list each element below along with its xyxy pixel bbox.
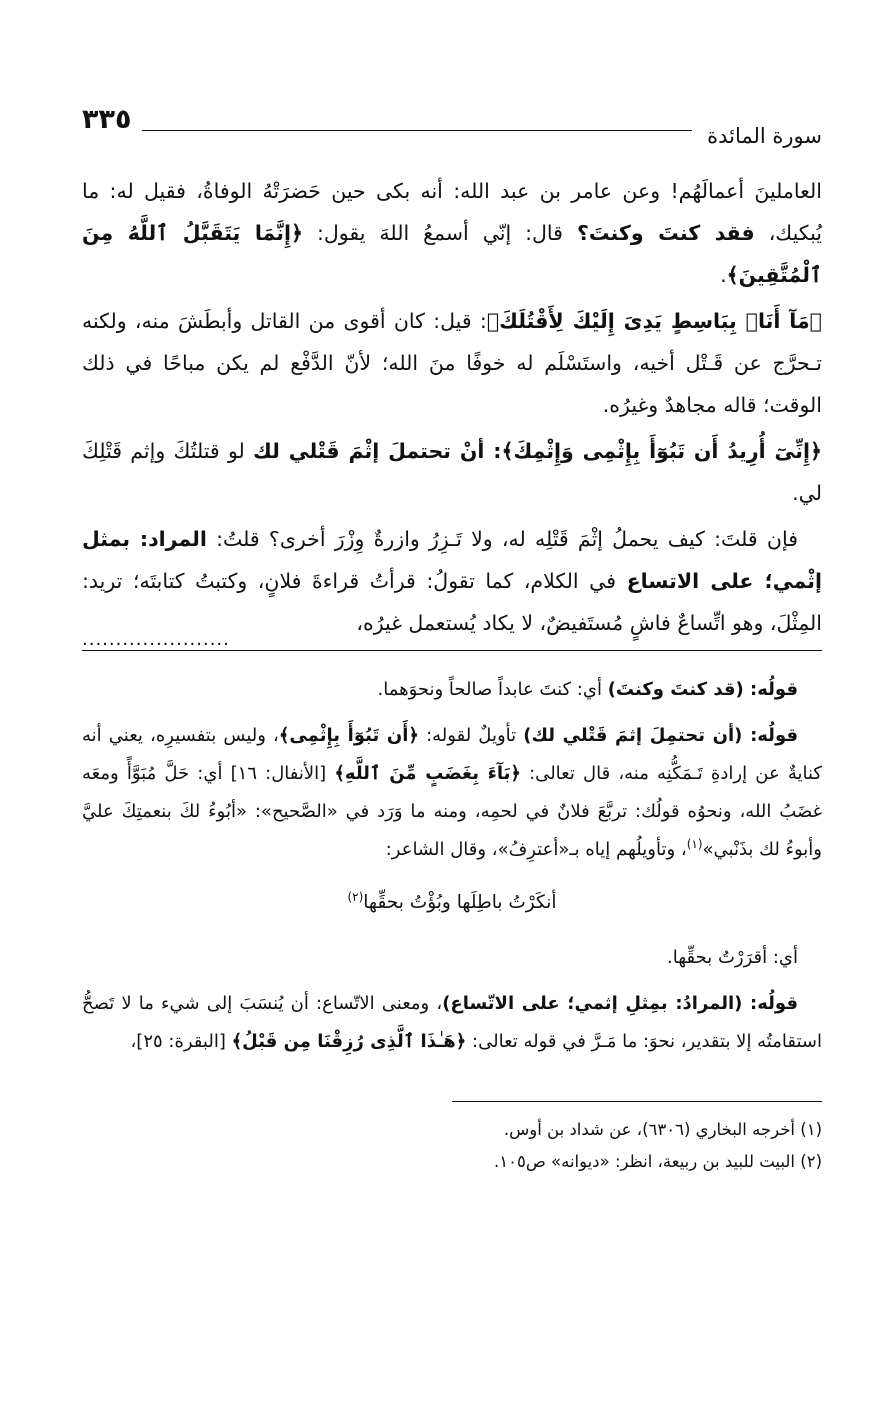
p3-bold: : أنْ تحتملَ إثْمَ قَتْلي لك — [253, 439, 502, 463]
footnote-2: (٢) البيت للبيد بن ربيعة، انظر: «ديوانه» ص١٠٥. — [493, 1152, 822, 1171]
commentary-label: قولُه: (المرادُ: بمِثلِ إثمي؛ على الاتّساع) — [442, 993, 798, 1014]
commentary-text: [البقرة: ٢٥]، — [130, 1031, 232, 1052]
footnote-ref-2[interactable]: (٢) — [347, 889, 364, 904]
commentary — [82, 671, 822, 1061]
commentary-label: قولُه: (قد كنتَ وكنتَ) — [607, 679, 798, 700]
continuation-dots: ...................... — [82, 629, 230, 650]
main-text — [82, 170, 822, 651]
quran-verse: ﴿بَآءَ بِغَضَبٍ مِّنَ ٱللَّهِ﴾ — [334, 763, 521, 784]
p1-line2c: قال: إنّي أسمعُ اللهَ يقول: — [303, 221, 577, 245]
footnote-ref-1[interactable]: (١) — [686, 837, 703, 851]
p1-line2a: يُبكيك، — [754, 221, 822, 245]
footnotes — [82, 1114, 822, 1178]
book-page — [82, 100, 822, 1178]
quran-verse: ﴿مَآ أَنَا۠ بِبَاسِطٍ يَدِىَ إِلَيْكَ لِأَقْتُلَكَ﴾ — [486, 309, 822, 333]
commentary-label: قولُه: (أن تحتمِلَ إثمَ قَتْلي لك) — [523, 725, 799, 746]
commentary-4 — [82, 985, 822, 1061]
quran-verse: ﴿إِنَّمَا يَتَقَبَّلُ ٱللَّهُ مِنَ ٱلْمُتَّقِينَ﴾ — [82, 221, 822, 287]
page-header — [82, 100, 822, 156]
paragraph-3 — [82, 430, 822, 514]
commentary-text: ، وليس بتفسيرِه، يعني أنه كنايةٌ عن إرادةِ تَـمَكُّنِه منه، قال تعالى: — [82, 725, 822, 784]
p3-text: لو قتلتُكَ وإثم قَتْلِكَ لي. — [82, 439, 822, 505]
header-rule — [142, 130, 692, 131]
surah-name: سورة المائدة — [707, 124, 822, 148]
p4-b: في الكلام، كما تقولُ: قرأتُ قراءةَ فلانٍ، وكتبتُ كتابتَه؛ تريد: المِثْلَ، وهو اتِّساعٌ فاشٍ مُستَفيضٌ، لا يكاد يُستعمل غيرُه، — [82, 569, 822, 635]
poem-line — [82, 883, 822, 923]
p4-a: فإن قلتَ: كيف يحملُ إثْمَ قَتْلِه له، ولا تَـزِرُ وازرةٌ وِزْرَ أخرى؟ قلتُ: — [206, 527, 798, 551]
commentary-1 — [82, 671, 822, 709]
paragraph-1 — [82, 170, 822, 296]
quran-verse: ﴿إِنِّىٓ أُرِيدُ أَن تَبُوٓأَ بِإِثْمِى وَإِثْمِكَ﴾ — [501, 439, 822, 463]
page-number: ٣٣٥ — [82, 104, 132, 135]
commentary-text: ، وتأويلُهم إياه بـ«أعترِفُ»، وقال الشاعر: — [385, 839, 687, 860]
p1-bold: فقد كنتَ وكنتَ؟ — [576, 221, 755, 245]
quran-verse: ﴿هَـٰذَا ٱلَّذِى رُزِقْنَا مِن قَبْلُ﴾ — [231, 1031, 467, 1052]
p4-bold: المراد: بمثل إثْمي؛ على الاتساع — [82, 527, 823, 593]
commentary-text: [الأنفال: ١٦] أي: حَلَّ مُبَوَّأً ومعَه غضَبُ الله، ونحوُه قولُك: تربَّعَ فلانٌ في لحمِه، ومنه ما وَرَد في «الصَّحيح»: «أبُوءُ لكَ بنعمتِكَ عليَّ وأبوءُ لك بذَنْبي» — [82, 763, 822, 860]
commentary-text: ، ومعنى الاتّساع: أن يُنسَبَ إلى شيء ما لا تَصحُّ استقامتُه إلا بتقدير، نحوَ: ما مَـرَّ في قوله تعالى: — [82, 993, 822, 1052]
commentary-2 — [82, 717, 822, 869]
poem-text: أنكَرْتُ باطِلَها وبُؤْتُ بحقِّها — [363, 892, 557, 913]
p1-end: . — [720, 263, 727, 287]
footnote-1: (١) أخرجه البخاري (٦٣٠٦)، عن شداد بن أوس. — [503, 1120, 822, 1139]
footnotes-rule — [452, 1101, 822, 1102]
commentary-text: تأويلٌ لقوله: — [418, 725, 524, 746]
paragraph-2 — [82, 300, 822, 426]
p2-text: : قيل: كان أقوى من القاتل وأبطَشَ منه، ولكنه تـحرَّج عن قَـتْل أخيه، واستَسْلَم له خوفًا منَ الله؛ لأنّ الدَّفْع لم يكن مباحًا في ذلك الوقت؛ قاله مجاهدٌ وغيرُه. — [82, 309, 822, 417]
commentary-3 — [82, 939, 822, 977]
commentary-text: أي: أقرَرْتُ بحقِّها. — [666, 947, 798, 968]
paragraph-4 — [82, 518, 822, 644]
p1-line1: العاملينَ أعمالَهُم! وعن عامر بن عبد الله: أنه بكى حين حَضرَتْهُ الوفاةُ، فقيل له: ما — [82, 179, 822, 203]
quran-verse: ﴿أَن تَبُوٓأَ بِإِثْمِى﴾ — [278, 725, 419, 746]
commentary-text: أي: كنتَ عابداً صالحاً ونحوَهما. — [377, 679, 608, 700]
commentary-separator — [82, 629, 822, 651]
